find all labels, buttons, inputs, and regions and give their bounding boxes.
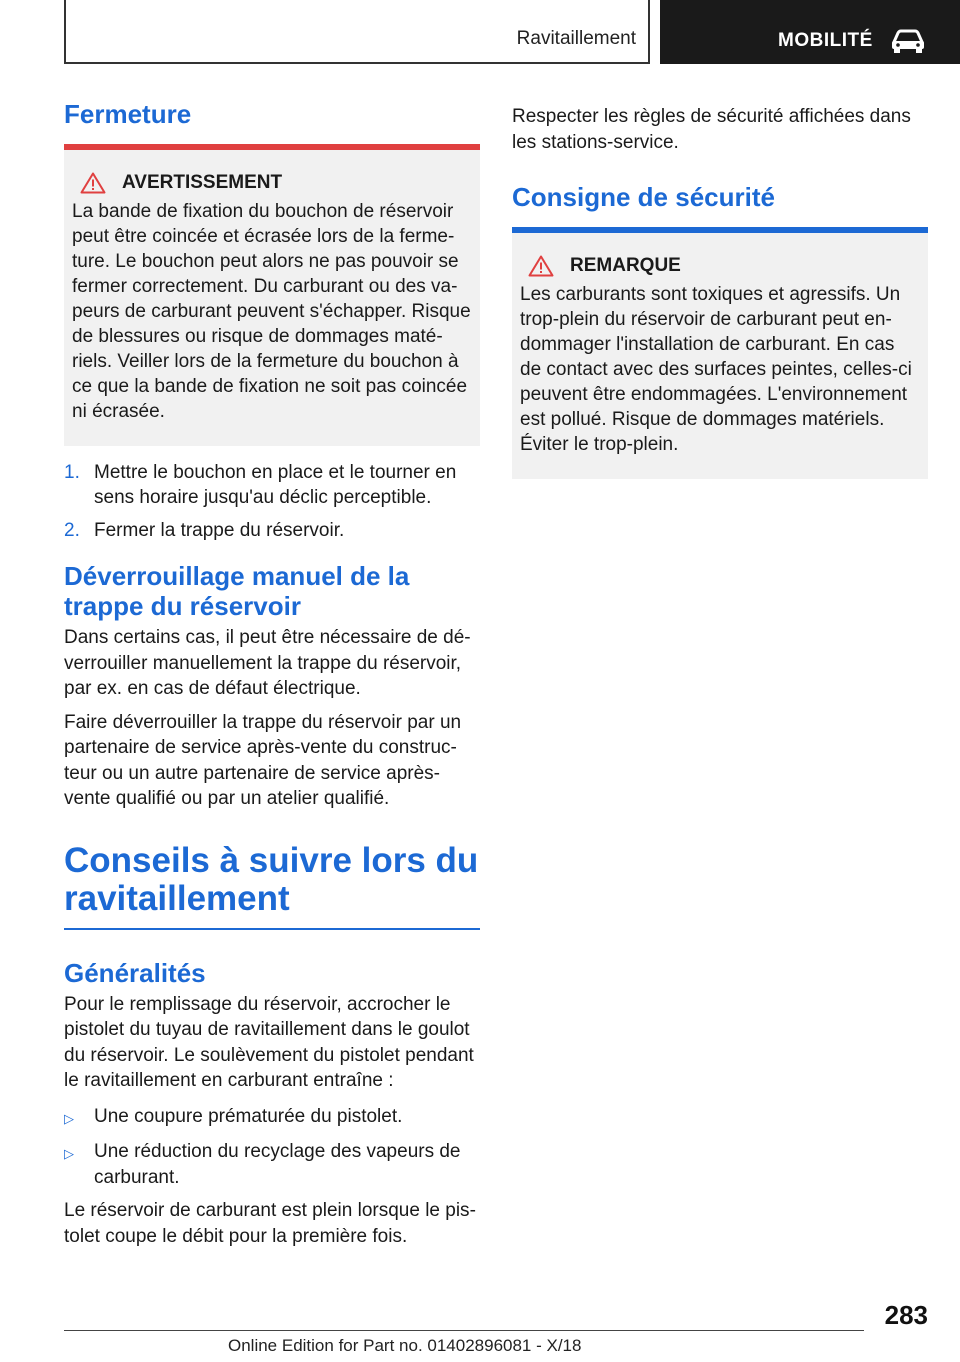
list-item [64,1104,480,1132]
note-label: REMARQUE [570,255,681,276]
bullet-text: Une coupure prématurée du pistolet. [94,1105,403,1127]
generalites-paragraph-1: Pour le remplissage du réservoir, accrocher le pistolet du tuyau de ravitaillement dans le goulot du réservoir. Le soulèvement du pistolet pendant le ravitaillement en carburant entraîne : [64,993,474,1091]
intro-paragraph: Respecter les règles de sécurité affichées dans les stations-service. [512,106,911,153]
header-section-title: Ravitaillement [516,28,636,49]
warning-triangle-icon [80,172,106,194]
step-text: Fermer la trappe du réservoir. [94,520,345,541]
note-text: Les carburants sont toxiques et agressifs. Un trop-plein du réservoir de carburant peut endommager l'installation de carburant. En cas de contact avec des surfaces peintes, celles-ci peuvent être endommagées. L'environnement est pollué. Risque de dommages matériels. Éviter le trop-plein. [520,284,912,455]
footer-edition: Online Edition for Part no. 01402896081 - X/18 [228,1336,582,1355]
header-chapter-tab [660,0,960,64]
left-column [64,98,480,1257]
deverrouillage-paragraph-2: Faire déverrouiller la trappe du réservoir par un partenaire de service après-vente du constructeur ou un autre partenaire de service après-vente qualifié ou par un atelier qualifié. [64,711,462,809]
header-chapter-title: MOBILITÉ [778,30,873,51]
right-column [512,104,928,479]
conseils-title: Conseils à suivre lors du ravitaillement [64,840,479,918]
deverrouillage-paragraph-1: Dans certains cas, il peut être nécessaire de déverrouiller manuellement la trappe du réservoir, par ex. en cas de défaut électrique. [64,627,471,699]
fermeture-title: Fermeture [64,99,192,129]
step-text: Mettre le bouchon en place et le tourner en sens horaire jusqu'au déclic perceptible. [94,462,457,508]
triangle-bullet-icon: ▷ [64,1110,74,1126]
generalites-title: Généralités [64,957,206,988]
bullet-text: Une réduction du recyclage des vapeurs de carburant. [94,1141,461,1188]
footer-rule [64,1330,864,1331]
car-icon [890,28,926,54]
warning-callout [64,150,480,446]
step-number: 1. [64,462,80,483]
warning-triangle-icon [528,255,554,277]
warning-text: La bande de fixation du bouchon de réservoir peut être coincée et écrasée lors de la fermeture. Le bouchon peut alors ne pas pouvoir se fermer correctement. Du carburant ou des vapeurs de carburant peuvent s'échapper. Risque de blessures ou risque de dommages matériels. Veiller lors de la fermeture du bouchon à ce que la bande de fixation ne soit pas coincée ni écrasée. [72,201,471,422]
triangle-bullet-icon: ▷ [64,1146,74,1161]
list-item [64,460,480,510]
step-number: 2. [64,520,80,541]
header-section-box [64,0,650,64]
section-rule [64,928,480,930]
list-item [64,518,480,543]
deverrouillage-title: Déverrouillage manuel de la trappe du réservoir [64,561,410,621]
fermeture-steps [64,460,480,543]
consigne-title: Consigne de sécurité [512,182,775,212]
list-item [64,1139,480,1190]
page-number: 283 [884,1300,928,1330]
note-callout [512,233,928,479]
generalites-bullets [64,1104,480,1191]
warning-label: AVERTISSEMENT [122,172,283,193]
generalites-paragraph-2: Le réservoir de carburant est plein lorsque le pistolet coupe le débit pour la première fois. [64,1200,476,1247]
